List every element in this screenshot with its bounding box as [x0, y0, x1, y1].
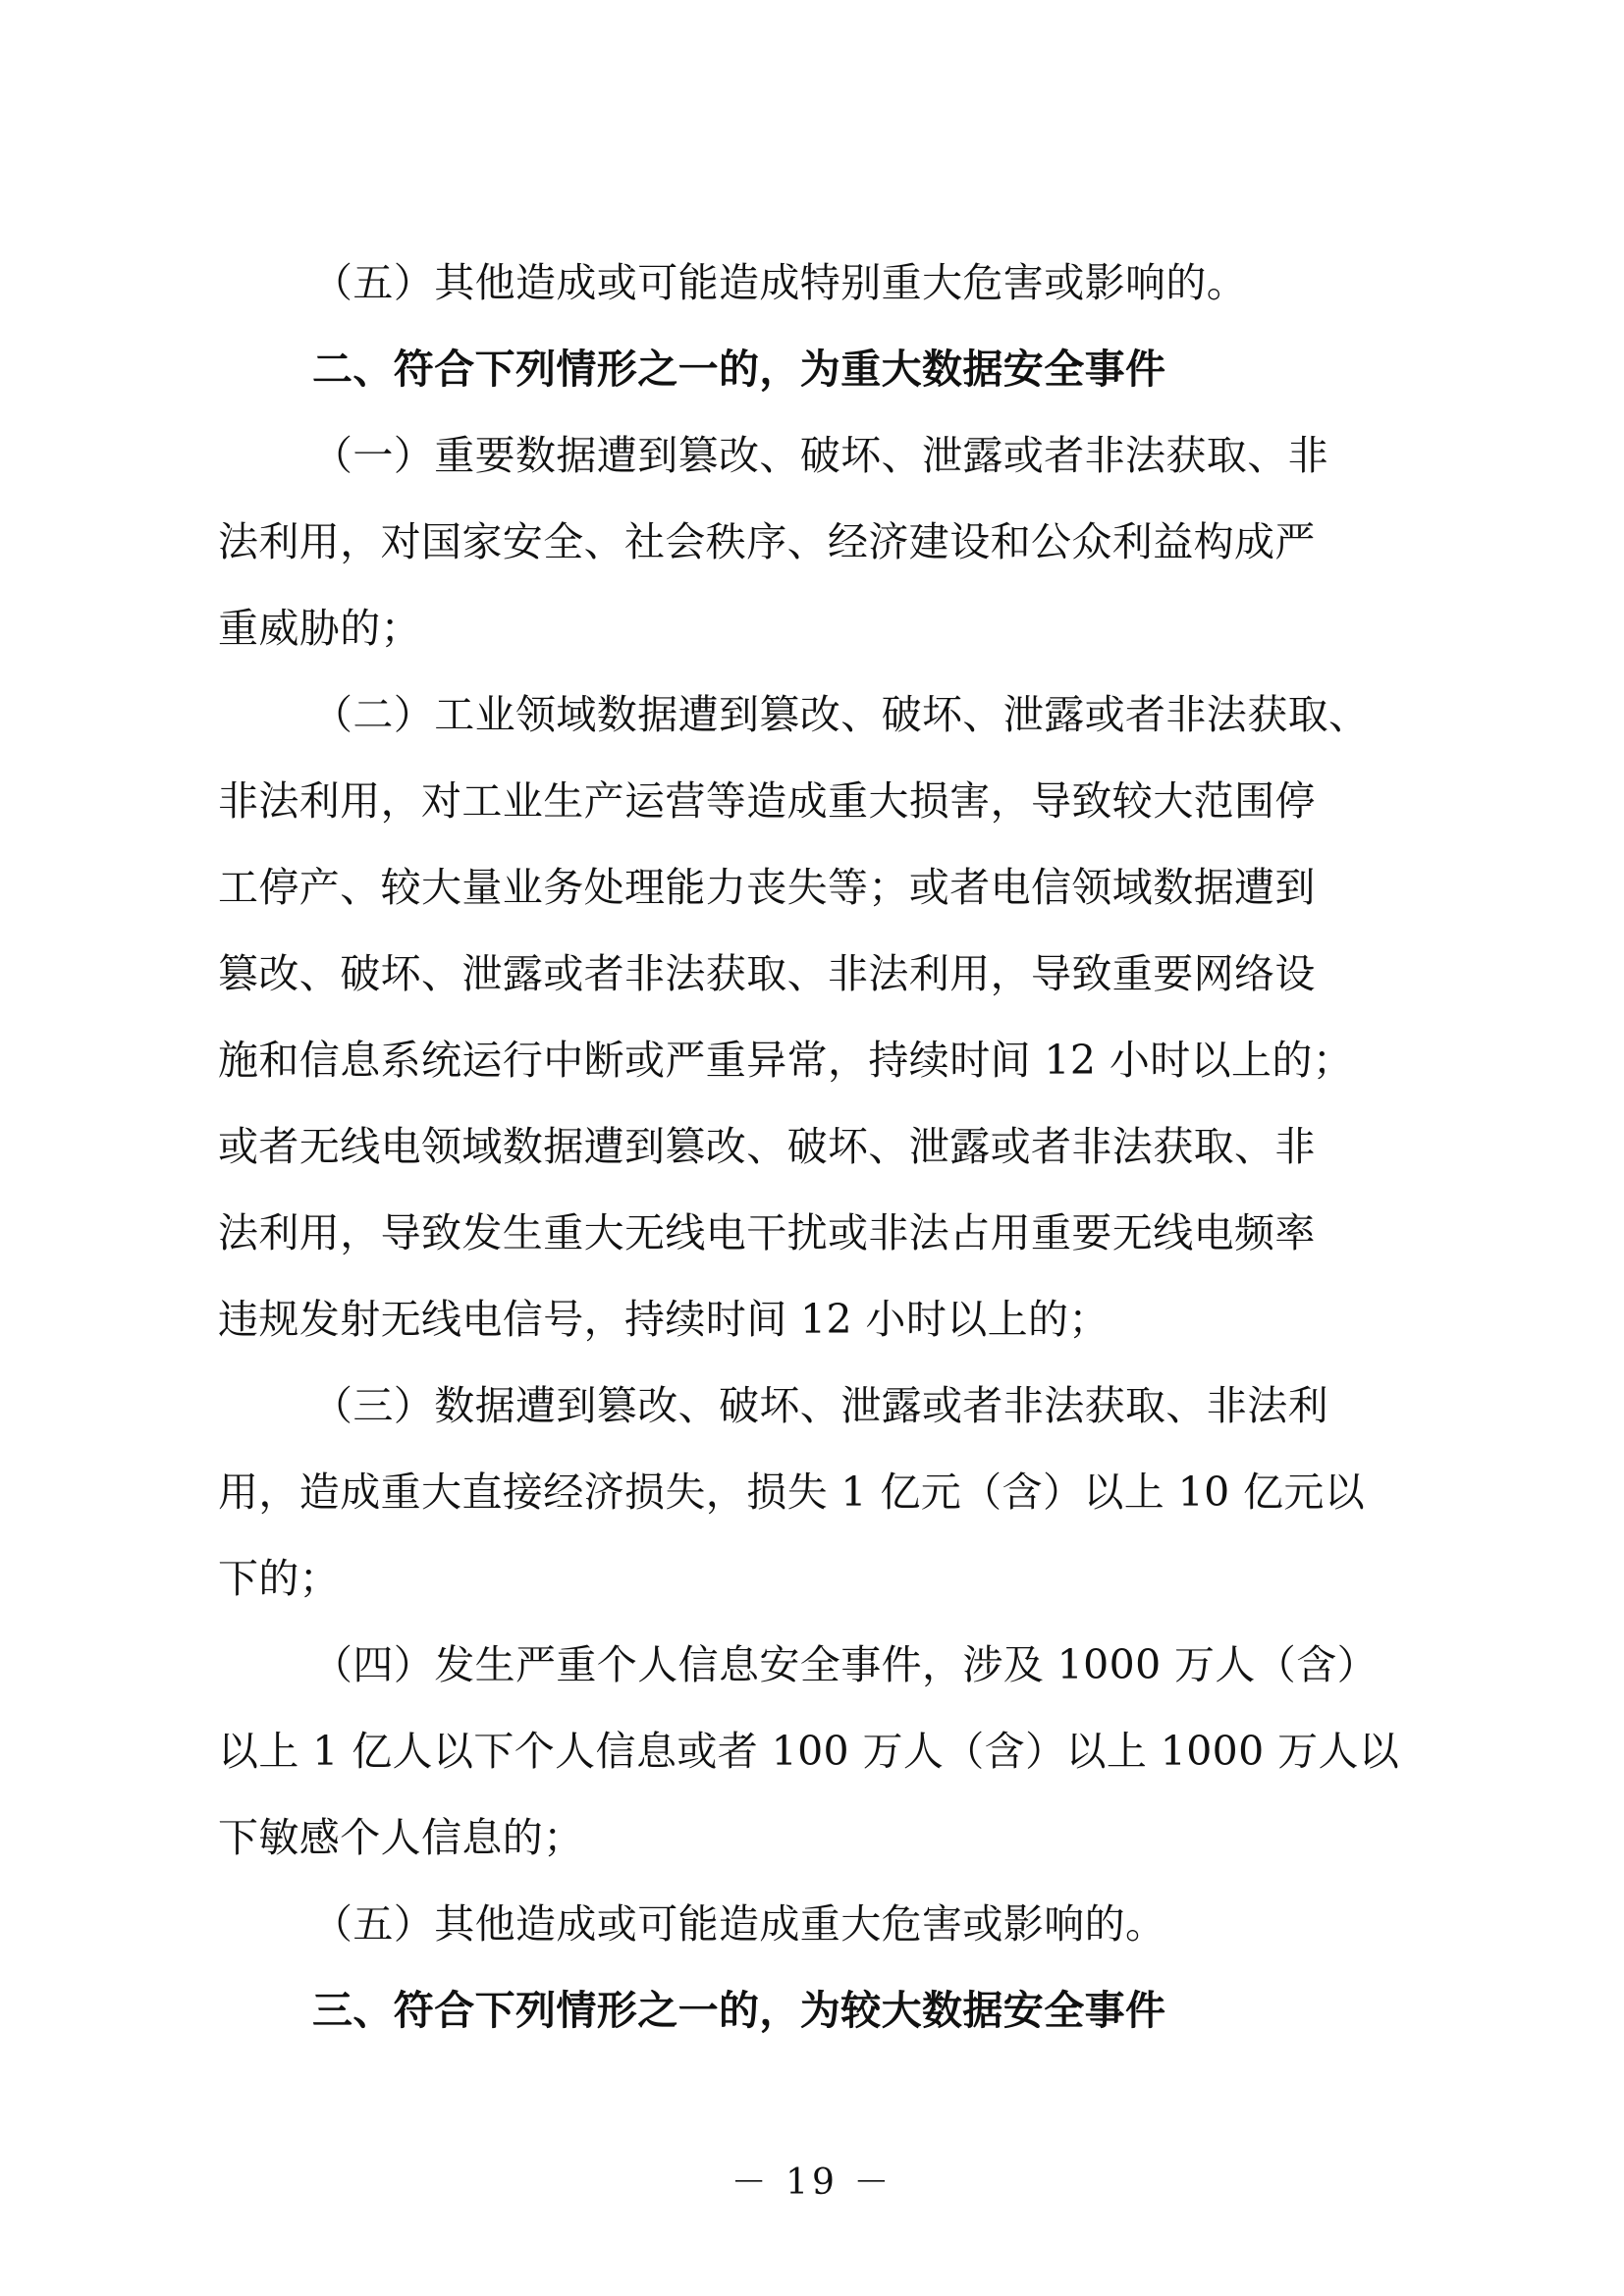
clause-3-line-2: 用，造成重大直接经济损失，损失 1 亿元（含）以上 10 亿元以	[218, 1468, 1366, 1516]
clause-1-line-1: （一）重要数据遭到篡改、破坏、泄露或者非法获取、非	[312, 432, 1328, 479]
clause-2-line-5: 施和信息系统运行中断或严重异常，持续时间 12 小时以上的；	[218, 1037, 1354, 1084]
page-number: － 19 －	[731, 2163, 893, 2203]
clause-4-line-1: （四）发生严重个人信息安全事件，涉及 1000 万人（含）	[312, 1641, 1379, 1688]
clause-2-line-3: 工停产、较大量业务处理能力丧失等；或者电信领域数据遭到	[218, 864, 1316, 911]
clause-3-line-1: （三）数据遭到篡改、破坏、泄露或者非法获取、非法利	[312, 1382, 1328, 1429]
clause-2-line-1: （二）工业领域数据遭到篡改、破坏、泄露或者非法获取、	[312, 691, 1370, 738]
clause-3-line-3: 下的；	[218, 1555, 341, 1602]
clause-1-line-2: 法利用，对国家安全、社会秩序、经济建设和公众利益构成严	[218, 518, 1316, 565]
clause-2-line-7: 法利用，导致发生重大无线电干扰或非法占用重要无线电频率	[218, 1209, 1316, 1256]
clause-5-major: （五）其他造成或可能造成重大危害或影响的。	[312, 1900, 1166, 1948]
clause-2-line-4: 篡改、破坏、泄露或者非法获取、非法利用，导致重要网络设	[218, 950, 1316, 997]
clause-1-line-3: 重威胁的；	[218, 605, 421, 652]
section-heading-2: 二、符合下列情形之一的，为重大数据安全事件	[312, 346, 1166, 393]
clause-5-special: （五）其他造成或可能造成特别重大危害或影响的。	[312, 259, 1248, 306]
clause-2-line-6: 或者无线电领域数据遭到篡改、破坏、泄露或者非法获取、非	[218, 1123, 1316, 1170]
clause-4-line-2: 以上 1 亿人以下个人信息或者 100 万人（含）以上 1000 万人以	[218, 1728, 1400, 1775]
clause-2-line-2: 非法利用，对工业生产运营等造成重大损害，导致较大范围停	[218, 777, 1316, 825]
clause-4-line-3: 下敏感个人信息的；	[218, 1814, 584, 1861]
section-heading-3: 三、符合下列情形之一的，为较大数据安全事件	[312, 1987, 1166, 2034]
clause-2-line-8: 违规发射无线电信号，持续时间 12 小时以上的；	[218, 1296, 1110, 1343]
